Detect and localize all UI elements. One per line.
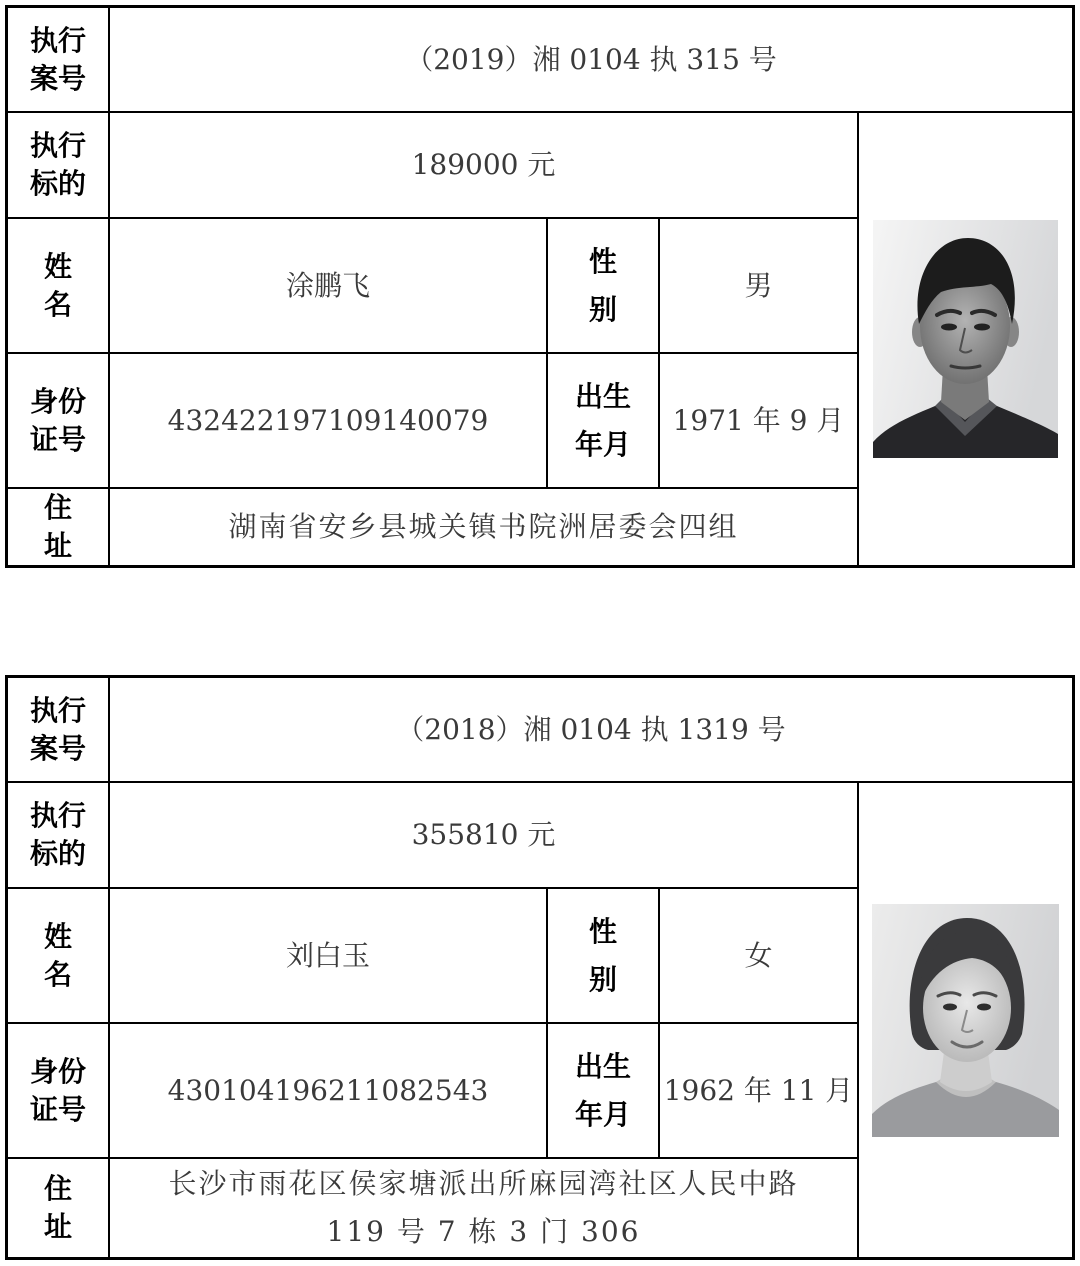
- label-line: 执行: [29, 129, 86, 162]
- case-number-label: [8, 8, 108, 111]
- label-line: 出生: [574, 1049, 631, 1083]
- address-value: [110, 1159, 857, 1257]
- birth-label: [548, 1024, 658, 1157]
- label-line: 年月: [574, 1097, 631, 1131]
- case-number-text: （2018）湘 0104 执 1319 号: [396, 712, 786, 746]
- label-line: 性: [588, 914, 617, 948]
- case-number-text: （2019）湘 0104 执 315 号: [405, 42, 777, 76]
- label-line: 出生: [574, 379, 631, 413]
- gender-label: [548, 889, 658, 1022]
- name-text: 刘白玉: [285, 938, 370, 972]
- case-number-value: [110, 678, 1072, 781]
- label-line: 标的: [29, 837, 86, 870]
- label-line: 名: [43, 287, 72, 321]
- amount-value: [110, 113, 857, 217]
- label-line: 案号: [29, 731, 86, 765]
- id-number-text: 430104196211082543: [167, 1073, 489, 1107]
- gender-label: [548, 219, 658, 352]
- label-line: 姓: [43, 919, 72, 953]
- portrait-photo: [872, 904, 1059, 1137]
- label-line: 身份: [29, 1054, 86, 1088]
- label-line: 执行: [29, 693, 86, 727]
- address-value: [110, 489, 857, 565]
- address-line: 湖南省安乡县城关镇书院洲居委会四组: [228, 510, 739, 543]
- name-text: 涂鹏飞: [285, 268, 370, 302]
- birth-value: [660, 1024, 857, 1157]
- amount-value: [110, 783, 857, 887]
- label-line: 证号: [29, 1092, 86, 1126]
- debtor-record-table: [5, 675, 1075, 1260]
- address-label: [8, 1159, 108, 1257]
- birth-text: 1962 年 11 月: [663, 1073, 854, 1107]
- id-number-value: [110, 354, 546, 487]
- birth-label: [548, 354, 658, 487]
- id-number-label: [8, 1024, 108, 1157]
- gender-text: 女: [744, 938, 773, 972]
- case-number-label: [8, 678, 108, 781]
- gender-text: 男: [744, 268, 773, 302]
- portrait-photo: [873, 220, 1058, 458]
- gender-value: [660, 889, 857, 1022]
- label-line: 年月: [574, 427, 631, 461]
- label-line: 执行: [29, 799, 86, 832]
- birth-text: 1971 年 9 月: [672, 403, 845, 437]
- label-line: 证号: [29, 422, 86, 456]
- amount-label: [8, 783, 108, 887]
- label-line: 身份: [29, 384, 86, 418]
- birth-value: [660, 354, 857, 487]
- label-line: 性: [588, 244, 617, 278]
- label-line: 别: [588, 292, 617, 326]
- id-number-text: 432422197109140079: [167, 403, 489, 437]
- case-number-value: [110, 8, 1072, 111]
- gender-value: [660, 219, 857, 352]
- label-line: 案号: [29, 61, 86, 95]
- label-line: 住: [43, 1172, 72, 1205]
- name-value: [110, 219, 546, 352]
- label-line: 名: [43, 957, 72, 991]
- label-line: 姓: [43, 249, 72, 283]
- debtor-record-table: [5, 5, 1075, 568]
- label-line: 别: [588, 962, 617, 996]
- label-line: 执行: [29, 23, 86, 57]
- photo-cell: [859, 783, 1072, 1257]
- label-line: 址: [43, 529, 72, 562]
- label-line: 住: [43, 491, 72, 524]
- id-number-label: [8, 354, 108, 487]
- photo-cell: [859, 113, 1072, 565]
- amount-text: 189000 元: [411, 148, 556, 181]
- amount-label: [8, 113, 108, 217]
- id-number-value: [110, 1024, 546, 1157]
- name-value: [110, 889, 546, 1022]
- label-line: 址: [43, 1210, 72, 1243]
- label-line: 标的: [29, 167, 86, 200]
- amount-text: 355810 元: [411, 818, 556, 851]
- address-line: 长沙市雨花区侯家塘派出所麻园湾社区人民中路: [168, 1167, 799, 1200]
- name-label: [8, 219, 108, 352]
- address-line: 119 号 7 栋 3 门 306: [326, 1215, 641, 1248]
- name-label: [8, 889, 108, 1022]
- address-label: [8, 489, 108, 565]
